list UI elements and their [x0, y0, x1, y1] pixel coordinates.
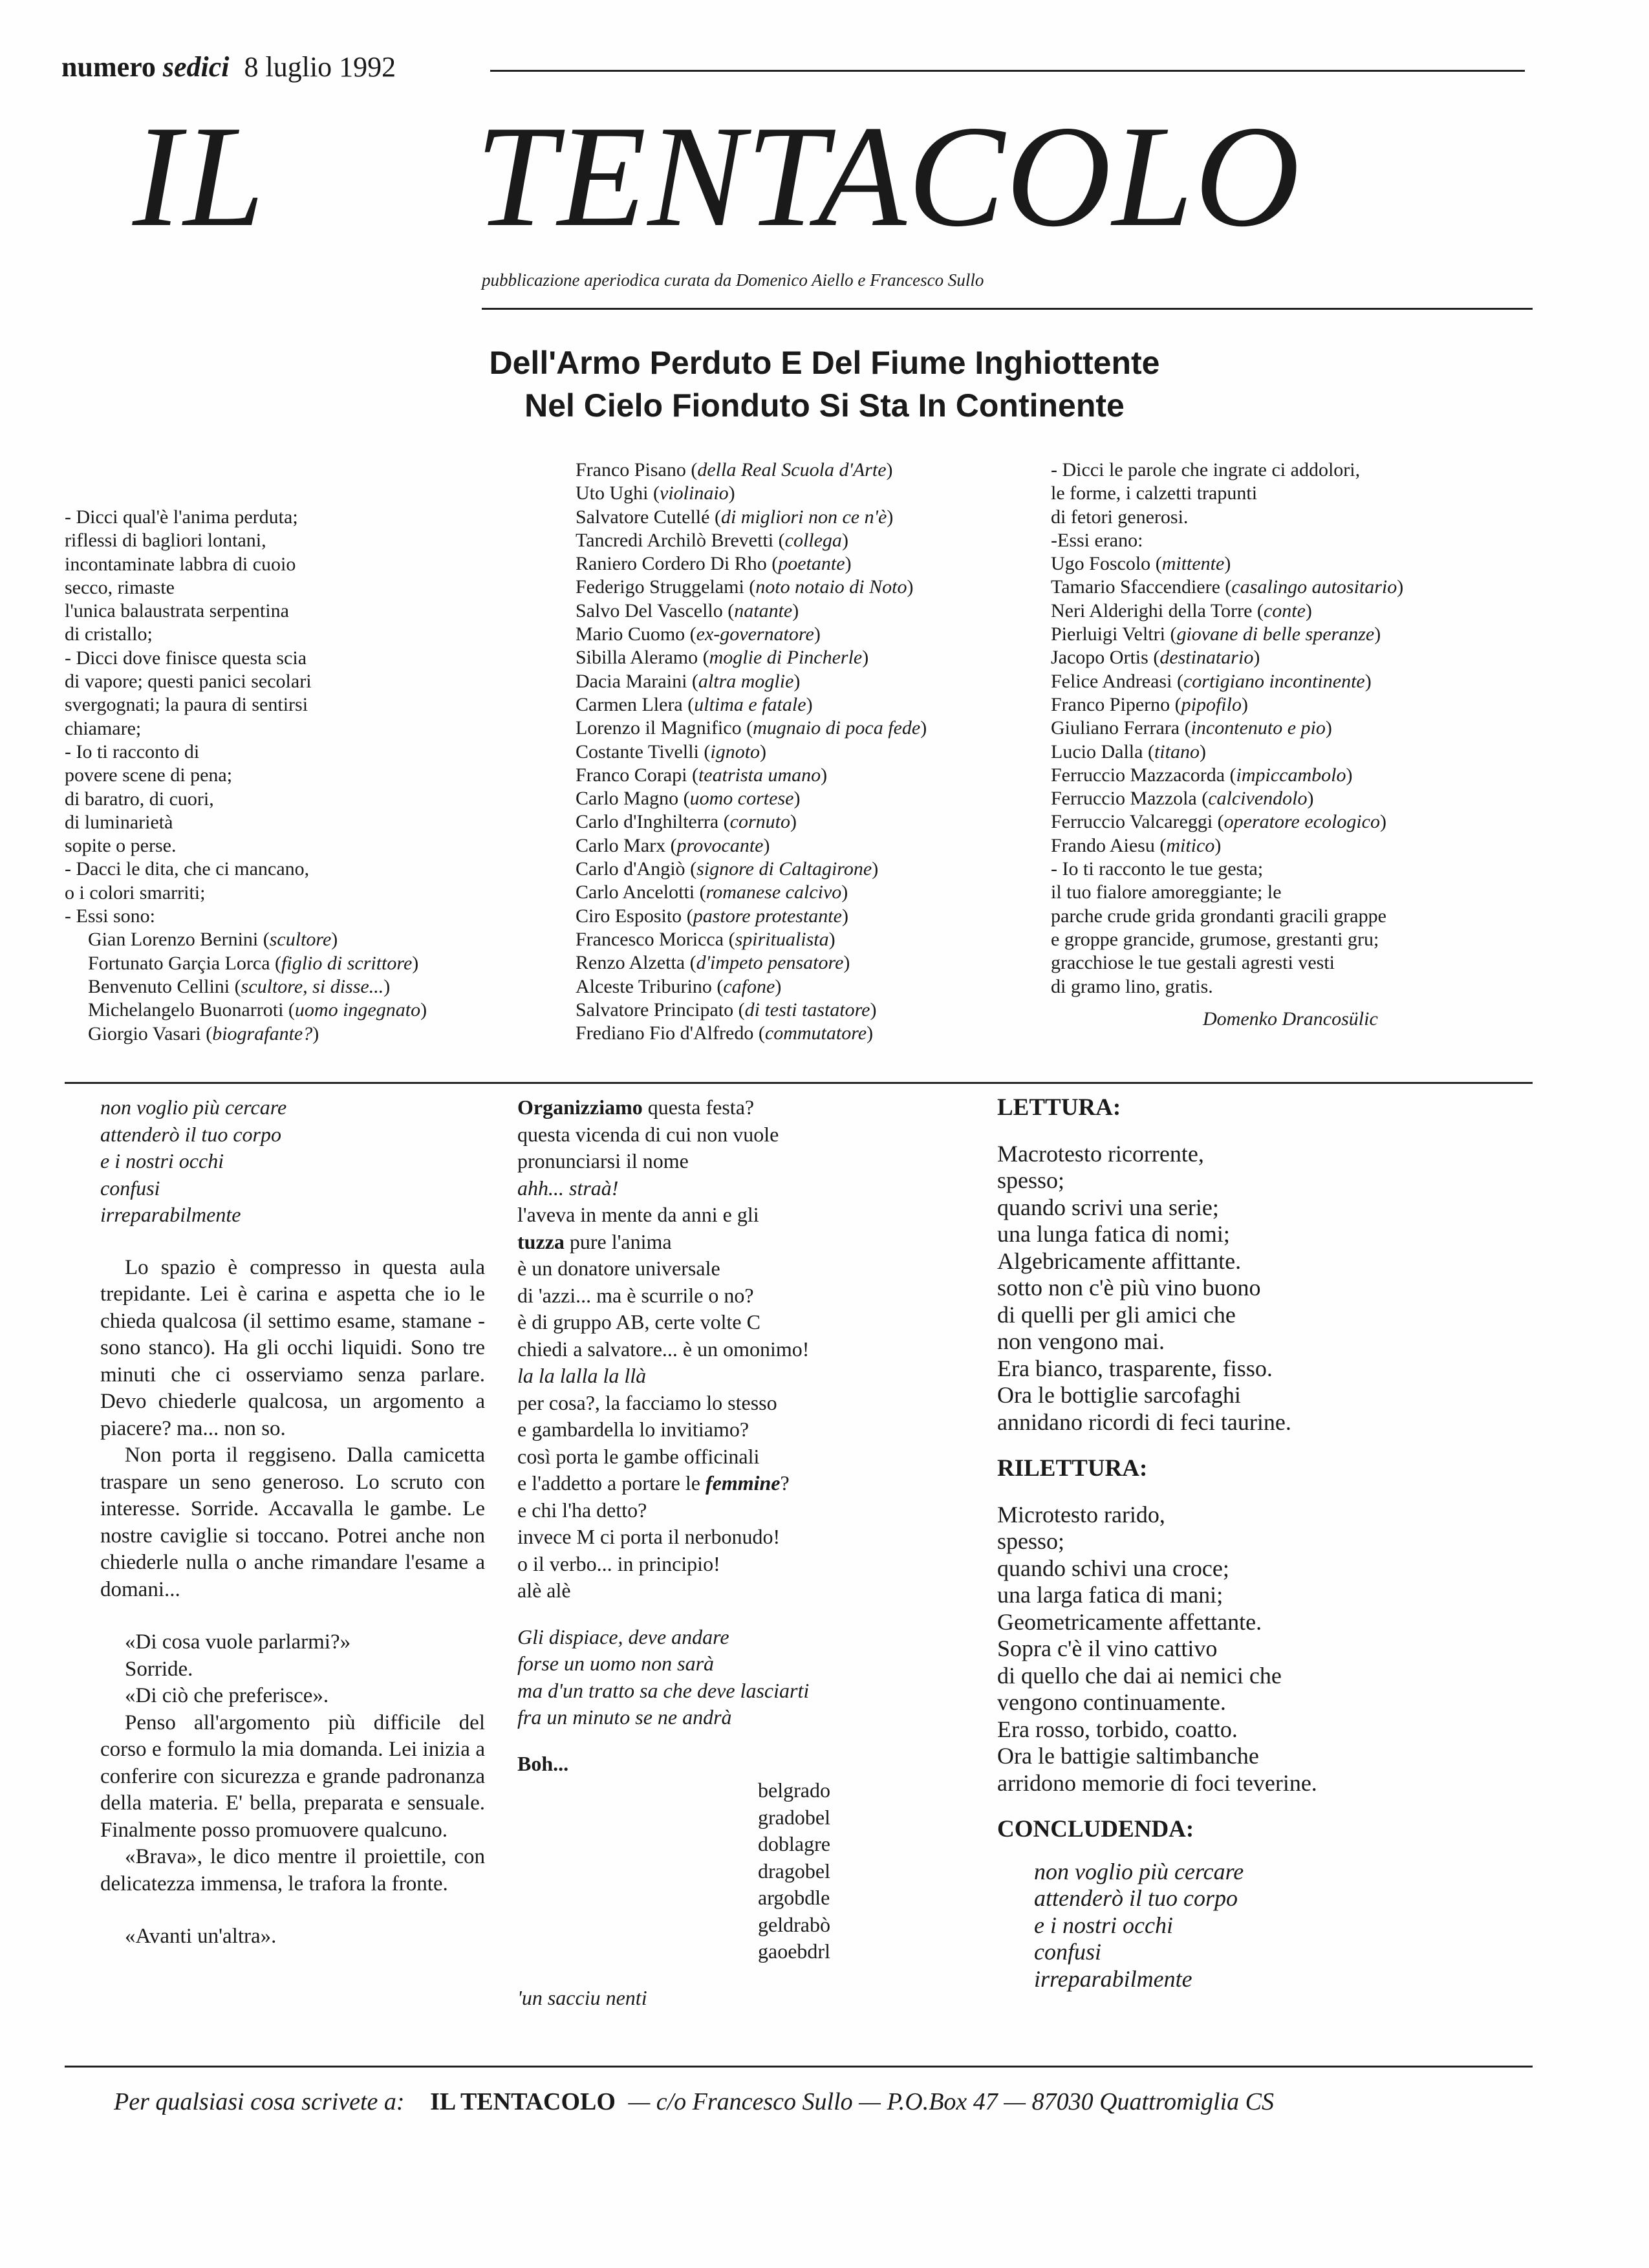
- masthead-subtitle: pubblicazione aperiodica curata da Domenico Aiello e Francesco Sullo: [482, 270, 984, 290]
- name-entry: Carmen Llera (ultima e fatale): [576, 693, 813, 715]
- verse-line: Organizziamo questa festa?: [517, 1096, 755, 1119]
- verse-line: arridono memorie di foci teverine.: [997, 1769, 1317, 1796]
- verse-line: di gramo lino, gratis.: [1051, 975, 1213, 997]
- poem-line: irreparabilmente: [1034, 1965, 1192, 1992]
- top-column-3: [1051, 459, 1403, 1031]
- anagram: geldrabò: [758, 1912, 830, 1936]
- name-entry: Felice Andreasi (cortigiano incontinente): [1051, 670, 1372, 692]
- section-title-lettura: LETTURA:: [997, 1094, 1121, 1121]
- name-entry: Jacopo Ortis (destinatario): [1051, 647, 1260, 669]
- verse-line: - Io ti racconto di: [65, 740, 200, 762]
- verse-line: di 'azzi... ma è scurrile o no?: [517, 1283, 754, 1307]
- verse-line: Era rosso, torbido, coatto.: [997, 1716, 1238, 1742]
- verse-line: chiedi a salvatore... è un omonimo!: [517, 1337, 810, 1361]
- poem-line: e i nostri occhi: [1034, 1912, 1173, 1938]
- verse-line: di baratro, di cuori,: [65, 788, 214, 810]
- verse-line: e l'addetto a portare le femmine?: [517, 1471, 790, 1495]
- verse-line: la la lalla la llà: [517, 1364, 647, 1387]
- verse-line: di luminarietà: [65, 811, 173, 833]
- name-entry: Frediano Fio d'Alfredo (commutatore): [576, 1022, 874, 1044]
- footer-address: — c/o Francesco Sullo — P.O.Box 47 — 87030 Quattromiglia CS: [628, 2088, 1274, 2115]
- name-entry: Uto Ughi (violinaio): [576, 482, 735, 504]
- name-entry: Carlo Magno (uomo cortese): [576, 788, 801, 810]
- anagram: gaoebdrl: [758, 1939, 830, 1963]
- verse-line: non vengono mai.: [997, 1328, 1165, 1354]
- verse-line: sotto non c'è più vino buono: [997, 1275, 1261, 1301]
- footer-name: IL TENTACOLO: [430, 2088, 616, 2115]
- name-entry: Franco Piperno (pipofilo): [1051, 693, 1248, 715]
- verse-line: Microtesto rarido,: [997, 1501, 1165, 1528]
- dialog-line: «Di cosa vuole parlarmi?»: [125, 1630, 351, 1654]
- issue-number: sedici: [162, 51, 230, 83]
- issue-date: 8 luglio 1992: [244, 51, 396, 83]
- name-entry: Ferruccio Mazzola (calcivendolo): [1051, 788, 1314, 810]
- verse-line: di quello che dai ai nemici che: [997, 1662, 1282, 1689]
- bottom-column-3: [997, 1094, 1317, 1993]
- verse-line: incontaminate labbra di cuoio: [65, 553, 296, 575]
- name-entry: Fortunato Garçia Lorca (figlio di scrittore): [88, 952, 419, 974]
- name-entry: Gian Lorenzo Bernini (scultore): [88, 929, 338, 951]
- verse-line: fra un minuto se ne andrà: [517, 1705, 732, 1729]
- name-entry: Dacia Maraini (altra moglie): [576, 670, 801, 692]
- paragraph: Non porta il reggiseno. Dalla camicetta traspare un seno generoso. Lo scruto con interesse. Sorride. Accavalla le gambe. Le nostre caviglie si toccano. Potrei anche non chiederle nulla o anche rimandare l'esame a domani...: [100, 1443, 485, 1601]
- name-entry: Frando Aiesu (mitico): [1051, 834, 1222, 856]
- verse-line: Sopra c'è il vino cattivo: [997, 1636, 1218, 1661]
- verse-line: gracchiose le tue gestali agresti vesti: [1051, 952, 1335, 974]
- verse-line: invece M ci porta il nerbonudo!: [517, 1525, 781, 1548]
- signature: Domenko Drancosülic: [1203, 1008, 1378, 1030]
- top-column-1: [65, 506, 427, 1046]
- verse-line: povere scene di pena;: [65, 764, 233, 786]
- bottom-column-2: [517, 1094, 830, 2011]
- verse-line: - Dicci le parole che ingrate ci addolori,: [1051, 459, 1361, 481]
- verse-line: tuzza pure l'anima: [517, 1229, 672, 1253]
- name-entry: Alceste Triburino (cafone): [576, 975, 782, 997]
- verse-line: o i colori smarriti;: [65, 881, 206, 903]
- name-entry: Francesco Moricca (spiritualista): [576, 928, 835, 950]
- name-entry: Ferruccio Mazzacorda (impiccambolo): [1051, 764, 1353, 786]
- section-divider-rule: [65, 1082, 1533, 1084]
- poem-line: non voglio più cercare: [1034, 1858, 1244, 1885]
- name-entry: Carlo d'Angiò (signore di Caltagirone): [576, 858, 879, 880]
- verse-line: Gli dispiace, deve andare: [517, 1625, 729, 1648]
- verse-line: -Essi erano:: [1051, 529, 1143, 551]
- verse-line: secco, rimaste: [65, 576, 175, 598]
- verse-line: quando schivi una croce;: [997, 1555, 1229, 1581]
- concluding-poem: [997, 1859, 1317, 1993]
- name-entry: Lucio Dalla (titano): [1051, 740, 1206, 762]
- verse-line: ahh... straà!: [517, 1176, 619, 1200]
- name-entry: Carlo Ancelotti (romanese calcivo): [576, 881, 848, 903]
- poem-line: confusi: [100, 1176, 160, 1200]
- name-entry: Carlo d'Inghilterra (cornuto): [576, 811, 797, 833]
- anagram: doblagre: [758, 1832, 830, 1855]
- name-entry: Renzo Alzetta (d'impeto pensatore): [576, 952, 850, 974]
- name-entry: Federigo Struggelami (noto notaio di Noto): [576, 576, 914, 598]
- verse-line: svergognati; la paura di sentirsi: [65, 694, 308, 716]
- name-entry: Benvenuto Cellini (scultore, si disse...): [88, 975, 391, 997]
- name-entry: Franco Pisano (della Real Scuola d'Arte): [576, 459, 893, 481]
- boh-line: Boh...: [517, 1751, 569, 1775]
- paragraph: «Brava», le dico mentre il proiettile, con delicatezza immensa, le trafora la fronte.: [100, 1845, 485, 1895]
- verse-line: di fetori generosi.: [1051, 506, 1189, 528]
- closing-line: «Avanti un'altra».: [125, 1925, 277, 1948]
- masthead-title-left: IL: [133, 95, 268, 257]
- verse-line: pronunciarsi il nome: [517, 1149, 689, 1172]
- verse-line: - Essi sono:: [65, 905, 156, 927]
- poem-line: non voglio più cercare: [100, 1096, 287, 1119]
- name-entry: Salvatore Cutellé (di migliori non ce n'è): [576, 506, 894, 528]
- verse-line: chiamare;: [65, 717, 142, 739]
- footer-rule: [65, 2066, 1533, 2068]
- verse-line: una lunga fatica di nomi;: [997, 1221, 1230, 1247]
- verse-line: è un donatore universale: [517, 1257, 720, 1280]
- verse-line: Macrotesto ricorrente,: [997, 1140, 1204, 1167]
- verse-line: per cosa?, la facciamo lo stesso: [517, 1390, 777, 1414]
- verse-line: alè alè: [517, 1579, 571, 1602]
- name-entry: Tancredi Archilò Brevetti (collega): [576, 529, 848, 551]
- headline-line-2: Nel Cielo Fionduto Si Sta In Continente: [524, 387, 1125, 424]
- name-entry: Giorgio Vasari (biografante?): [88, 1022, 319, 1044]
- masthead-bottom-rule: [482, 308, 1533, 310]
- verse-line: così porta le gambe officinali: [517, 1444, 760, 1468]
- name-entry: Carlo Marx (provocante): [576, 834, 770, 856]
- verse-line: una larga fatica di mani;: [997, 1582, 1223, 1608]
- verse-line: spesso;: [997, 1167, 1065, 1193]
- verse-line: - Dicci dove finisce questa scia: [65, 647, 307, 669]
- name-entry: Costante Tivelli (ignoto): [576, 740, 767, 762]
- footer: [114, 2088, 1274, 2116]
- footer-lead: Per qualsiasi cosa scrivete a:: [114, 2088, 405, 2115]
- verse-line: vengono continuamente.: [997, 1689, 1226, 1715]
- verse-line: l'aveva in mente da anni e gli: [517, 1203, 759, 1226]
- name-entry: Neri Alderighi della Torre (conte): [1051, 599, 1312, 621]
- name-entry: Sibilla Aleramo (moglie di Pincherle): [576, 647, 869, 669]
- headline: [194, 341, 1455, 427]
- anagram-list: [517, 1777, 830, 1965]
- name-entry: Michelangelo Buonarroti (uomo ingegnato): [88, 999, 427, 1021]
- paragraph: Penso all'argomento più difficile del corso e formulo la mia domanda. Lei inizia a conferire con sicurezza e grande padronanza della materia. E' bella, preparata e sensuale. Finalmente posso promuovere qualcuno.: [100, 1711, 485, 1842]
- name-entry: Giuliano Ferrara (incontenuto e pio): [1051, 717, 1332, 739]
- verse-line: - Io ti racconto le tue gesta;: [1051, 858, 1264, 880]
- verse-line: le forme, i calzetti trapunti: [1051, 482, 1258, 504]
- verse-line: - Dicci qual'è l'anima perduta;: [65, 506, 298, 528]
- verse-line: l'unica balaustrata serpentina: [65, 600, 289, 622]
- poem-line: irreparabilmente: [100, 1203, 241, 1226]
- name-entry: Ciro Esposito (pastore protestante): [576, 905, 848, 927]
- closing-line: 'un sacciu nenti: [517, 1985, 647, 2009]
- name-entry: Tamario Sfaccendiere (casalingo autositario): [1051, 576, 1404, 598]
- opening-poem: [100, 1094, 485, 1229]
- headline-line-1: Dell'Armo Perduto E Del Fiume Inghiottente: [489, 345, 1160, 381]
- verse-line: e chi l'ha detto?: [517, 1498, 647, 1522]
- poem-line: attenderò il tuo corpo: [100, 1122, 281, 1146]
- issue-label: numero: [61, 51, 156, 83]
- name-entry: Ferruccio Valcareggi (operatore ecologico): [1051, 811, 1386, 833]
- anagram: gradobel: [758, 1805, 830, 1829]
- verse-line: di cristallo;: [65, 623, 153, 645]
- verse-line: - Dacci le dita, che ci mancano,: [65, 858, 310, 880]
- paragraph: Lo spazio è compresso in questa aula trepidante. Lei è carina e aspetta che io le chieda qualcosa (il settimo esame, stamane - sono stanco). Ha gli occhi liquidi. Sono tre minuti che ci osserviamo senza parlare. Devo chiederle qualcosa, un argomento a piacere? ma... non so.: [100, 1255, 485, 1440]
- dialog-line: Sorride.: [125, 1657, 193, 1681]
- name-entry: Salvatore Principato (di testi tastatore): [576, 999, 877, 1021]
- name-entry: Ugo Foscolo (mittente): [1051, 553, 1231, 575]
- name-entry: Franco Corapi (teatrista umano): [576, 764, 828, 786]
- dialog-line: «Di ciò che preferisce».: [125, 1684, 329, 1707]
- top-column-2: [576, 459, 927, 1045]
- verse-line: e groppe grancide, grumose, grestanti gru;: [1051, 928, 1379, 950]
- verse-line: è di gruppo AB, certe volte C: [517, 1310, 760, 1334]
- issue-line: [61, 50, 396, 83]
- poem-line: confusi: [1034, 1939, 1101, 1965]
- verse-line: Geometricamente affettante.: [997, 1608, 1262, 1635]
- name-entry: Lorenzo il Magnifico (mugnaio di poca fede): [576, 717, 927, 739]
- name-entry: Raniero Cordero Di Rho (poetante): [576, 553, 852, 575]
- anagram: belgrado: [758, 1778, 830, 1802]
- verse-line: o il verbo... in principio!: [517, 1551, 720, 1575]
- verse-line: il tuo fialore amoreggiante; le: [1051, 881, 1282, 903]
- anagram: dragobel: [758, 1859, 830, 1883]
- section-title-concludenda: CONCLUDENDA:: [997, 1816, 1194, 1842]
- verse-line: questa vicenda di cui non vuole: [517, 1122, 779, 1146]
- masthead-top-rule: [490, 70, 1525, 72]
- poem-line: e i nostri occhi: [100, 1149, 224, 1172]
- story-text: [100, 1255, 485, 1950]
- verse-line: forse un uomo non sarà: [517, 1652, 715, 1675]
- verse-line: Ora le bottiglie sarcofaghi: [997, 1382, 1241, 1408]
- verse-line: e gambardella lo invitiamo?: [517, 1418, 749, 1441]
- verse-line: Era bianco, trasparente, fisso.: [997, 1355, 1273, 1381]
- verse-line: ma d'un tratto sa che deve lasciarti: [517, 1678, 810, 1702]
- name-entry: Mario Cuomo (ex-governatore): [576, 623, 821, 645]
- name-entry: Pierluigi Veltri (giovane di belle speranze): [1051, 623, 1381, 645]
- verse-line: riflessi di bagliori lontani,: [65, 530, 266, 552]
- verse-line: sopite o perse.: [65, 835, 177, 857]
- masthead-title-right: TENTACOLO: [475, 95, 1301, 257]
- section-title-rilettura: RILETTURA:: [997, 1455, 1148, 1482]
- name-entry: Salvo Del Vascello (natante): [576, 599, 799, 621]
- verse-line: spesso;: [997, 1528, 1065, 1554]
- verse-line: di quelli per gli amici che: [997, 1301, 1236, 1328]
- verse-line: parche crude grida grondanti gracili grappe: [1051, 905, 1386, 927]
- verse-line: quando scrivi una serie;: [997, 1194, 1219, 1220]
- verse-line: Algebricamente affittante.: [997, 1247, 1242, 1274]
- poem-line: attenderò il tuo corpo: [1034, 1885, 1238, 1911]
- verse-line: di vapore; questi panici secolari: [65, 671, 312, 693]
- anagram: argobdle: [758, 1886, 830, 1909]
- verse-line: Ora le battigie saltimbanche: [997, 1743, 1259, 1769]
- verse-line: annidano ricordi di feci taurine.: [997, 1409, 1291, 1435]
- bottom-column-1: [100, 1094, 485, 1950]
